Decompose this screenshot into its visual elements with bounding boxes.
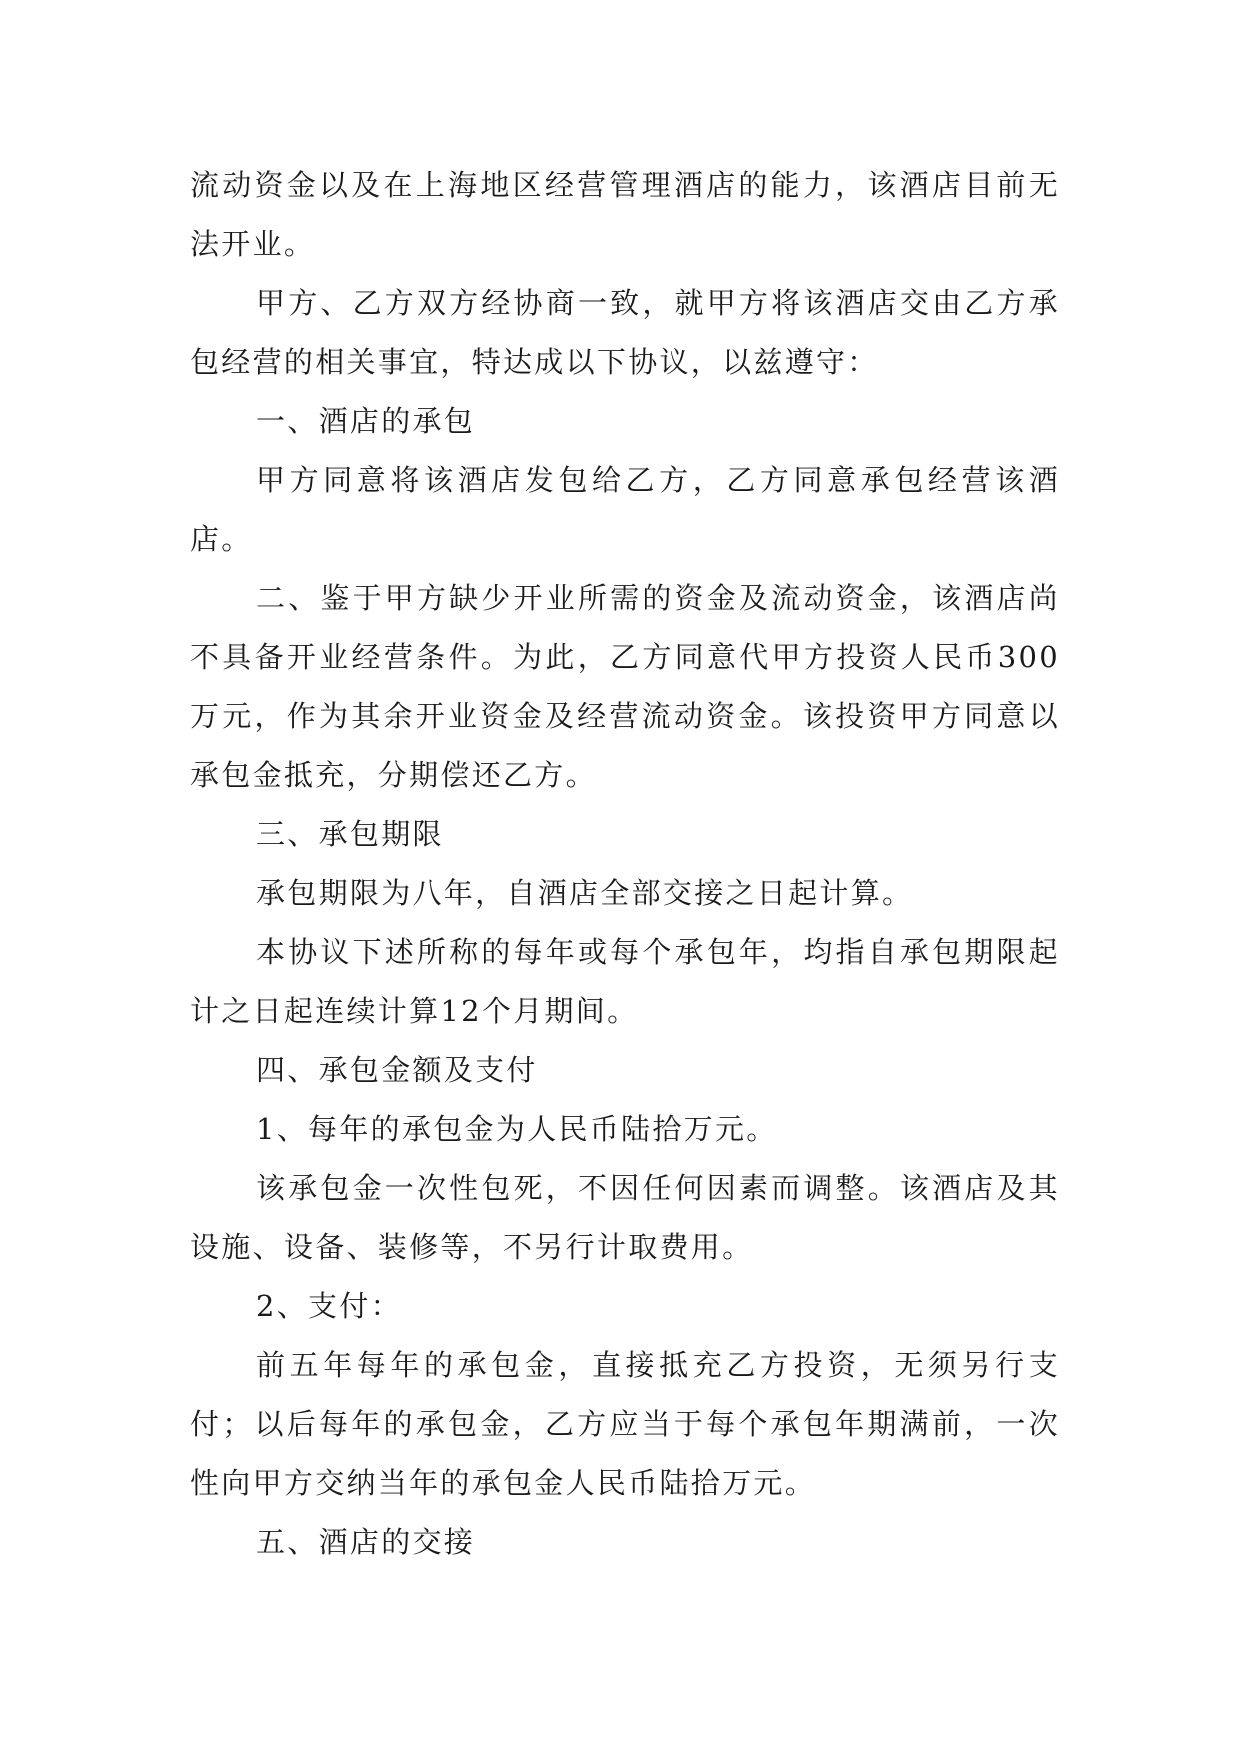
document-page (190, 156, 1060, 1572)
paragraph: 流动资金以及在上海地区经营管理酒店的能力，该酒店目前无法开业。 (190, 168, 1060, 261)
section-heading: 三、承包期限 (256, 817, 444, 851)
section-heading: 一、酒店的承包 (256, 404, 476, 438)
paragraph: 承包期限为八年，自酒店全部交接之日起计算。 (256, 876, 914, 910)
paragraph: 甲方、乙方双方经协商一致，就甲方将该酒店交由乙方承包经营的相关事宜，特达成以下协议，以兹遵守： (190, 286, 1060, 379)
paragraph: 本协议下述所称的每年或每个承包年，均指自承包期限起计之日起连续计算12个月期间。 (190, 935, 1060, 1028)
paragraph: 二、鉴于甲方缺少开业所需的资金及流动资金，该酒店尚不具备开业经营条件。为此，乙方同意代甲方投资人民币300万元，作为其余开业资金及经营流动资金。该投资甲方同意以承包金抵充，分期偿还乙方。 (190, 581, 1060, 792)
paragraph: 1、每年的承包金为人民币陆拾万元。 (256, 1112, 778, 1146)
paragraph: 2、支付： (256, 1289, 402, 1323)
section-heading: 五、酒店的交接 (256, 1525, 476, 1559)
paragraph: 前五年每年的承包金，直接抵充乙方投资，无须另行支付；以后每年的承包金，乙方应当于每个承包年期满前，一次性向甲方交纳当年的承包金人民币陆拾万元。 (190, 1348, 1060, 1500)
paragraph: 该承包金一次性包死，不因任何因素而调整。该酒店及其设施、设备、装修等，不另行计取费用。 (190, 1171, 1060, 1264)
paragraph: 甲方同意将该酒店发包给乙方，乙方同意承包经营该酒店。 (190, 463, 1060, 556)
section-heading: 四、承包金额及支付 (256, 1053, 538, 1087)
